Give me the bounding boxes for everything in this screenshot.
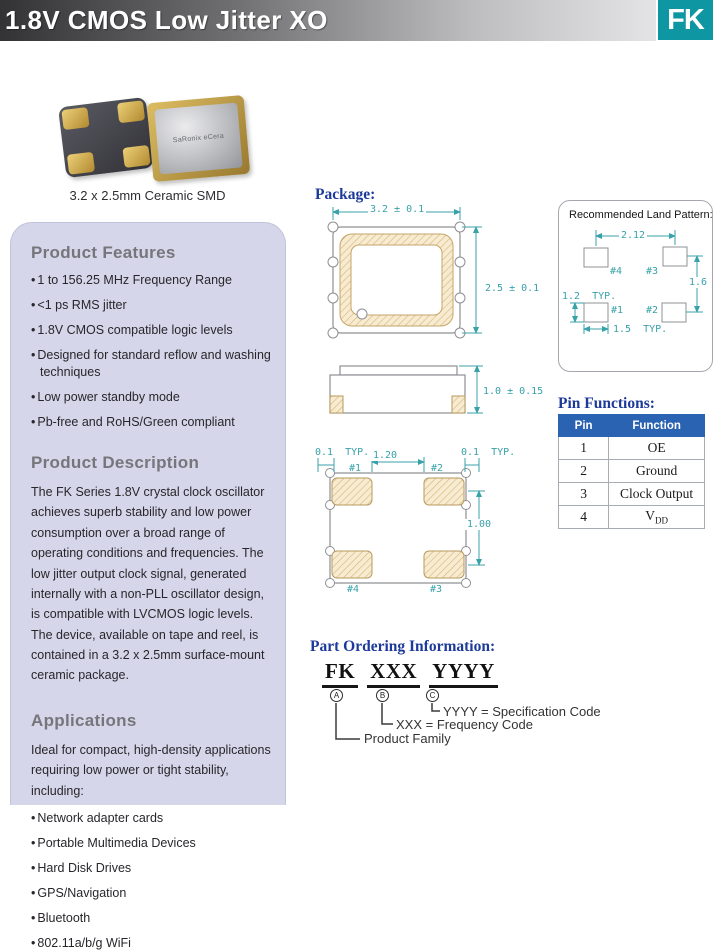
chip-pad <box>67 152 95 175</box>
application-item: • GPS/Navigation <box>31 885 273 902</box>
ordering-label-specification: YYYY = Specification Code <box>443 704 601 719</box>
chip-pad <box>61 107 89 130</box>
marker-a: A <box>330 689 343 702</box>
segment-family: FK <box>322 659 358 688</box>
application-item: • 802.11a/b/g WiFi <box>31 935 273 951</box>
lp-dim-right: 1.6 <box>689 277 708 288</box>
dim-top-width: 3.2 ± 0.1 <box>370 204 425 215</box>
table-row <box>559 483 705 506</box>
land-pattern-heading: Recommended Land Pattern: <box>569 209 713 221</box>
chip-photo-top-view <box>147 95 251 182</box>
applications-heading: Applications <box>31 710 137 730</box>
features-list <box>31 272 273 430</box>
ordering-label-family: Product Family <box>364 731 451 746</box>
description-heading: Product Description <box>31 453 200 472</box>
part-number-segments <box>322 659 498 688</box>
segment-frequency: XXX <box>367 659 420 688</box>
column-header-function: Function <box>609 415 705 437</box>
package-bottom-view-drawing <box>313 445 528 603</box>
pin-function: OE <box>609 437 705 460</box>
fk-logo-text: FK <box>667 4 704 36</box>
dim-bottom-pitch-h: 1.20 <box>373 450 398 461</box>
pin-number: 1 <box>559 437 609 460</box>
pin-function: Clock Output <box>609 483 705 506</box>
application-item: • Bluetooth <box>31 910 273 927</box>
dim-top-height: 2.5 ± 0.1 <box>485 283 540 294</box>
chip-lid <box>154 103 242 175</box>
table-row <box>559 437 705 460</box>
chip-photo-bottom-view <box>58 97 154 178</box>
pad-label-1: #1 <box>349 463 362 474</box>
feature-item: • Low power standby mode <box>31 389 273 406</box>
pin-function: Ground <box>609 460 705 483</box>
ordering-label-frequency: XXX = Frequency Code <box>396 717 533 732</box>
pin-number: 3 <box>559 483 609 506</box>
dim-bottom-pitch-v: 1.00 <box>467 519 492 530</box>
ordering-heading: Part Ordering Information: <box>310 638 496 655</box>
page-title: 1.8V CMOS Low Jitter XO <box>5 5 328 35</box>
application-item: • Network adapter cards <box>31 810 273 827</box>
lp-pad-label-4: #4 <box>610 266 623 277</box>
land-pattern-box <box>558 200 713 372</box>
feature-item: • <1 ps RMS jitter <box>31 297 273 314</box>
package-top-view-drawing <box>315 203 530 350</box>
feature-item: • 1 to 156.25 MHz Frequency Range <box>31 272 273 289</box>
table-row <box>559 506 705 529</box>
application-item: • Hard Disk Drives <box>31 860 273 877</box>
chip-lid-logo-text: SaRonix eCera <box>172 132 225 145</box>
photo-caption: 3.2 x 2.5mm Ceramic SMD <box>69 188 226 203</box>
feature-item: • 1.8V CMOS compatible logic levels <box>31 322 273 339</box>
feature-item: • Pb-free and RoHS/Green compliant <box>31 414 273 431</box>
left-info-panel <box>10 222 286 950</box>
lp-dim-pad-width: 1.5 TYP. <box>613 324 668 335</box>
segment-specification: YYYY <box>429 659 498 688</box>
chip-pad <box>122 145 150 168</box>
pad-label-4: #4 <box>347 584 360 595</box>
lp-pad-label-3: #3 <box>646 266 659 277</box>
dim-bottom-left: 0.1 TYP. <box>315 447 370 458</box>
chip-pad <box>117 100 145 123</box>
marker-b: B <box>376 689 389 702</box>
lp-dim-top: 2.12 <box>621 230 646 241</box>
dim-bottom-right: 0.1 TYP. <box>461 447 516 458</box>
pin-function: $V_{DD}$ <box>609 506 705 529</box>
feature-item: • Designed for standard reflow and washing techniques <box>31 347 273 380</box>
lp-pad-label-1: #1 <box>611 305 624 316</box>
applications-intro: Ideal for compact, high-density applications requiring low power or tight stability, including: <box>31 742 271 798</box>
pin-number: 2 <box>559 460 609 483</box>
fk-logo <box>658 0 713 40</box>
lp-dim-pad-height: 1.2 TYP. <box>562 291 617 302</box>
column-header-pin: Pin <box>559 415 609 437</box>
application-item: • Portable Multimedia Devices <box>31 835 273 852</box>
dim-side-height: 1.0 ± 0.15 <box>483 386 544 397</box>
marker-c: C <box>426 689 439 702</box>
description-text: The FK Series 1.8V crystal clock oscillator achieves superb stability and low power consumption over a broad range of operating conditions and frequencies. The low jitter output clock signal, generated internally with a non-PLL oscillator design, is compatible with LVCMOS logic levels. The device, available on tape and reel, is contained in a 3.2 x 2.5mm surface-mount ceramic package. <box>31 485 265 683</box>
lp-pad-label-2: #2 <box>646 305 659 316</box>
pin-number: 4 <box>559 506 609 529</box>
pad-label-2: #2 <box>431 463 444 474</box>
pad-label-3: #3 <box>430 584 443 595</box>
pin-functions-table <box>558 414 705 529</box>
header-bar <box>0 0 656 41</box>
applications-list <box>31 810 273 951</box>
pin-functions-heading: Pin Functions: <box>558 395 655 412</box>
table-header-row <box>559 415 705 437</box>
features-heading: Product Features <box>31 243 176 262</box>
package-heading: Package: <box>315 186 376 203</box>
table-row <box>559 460 705 483</box>
